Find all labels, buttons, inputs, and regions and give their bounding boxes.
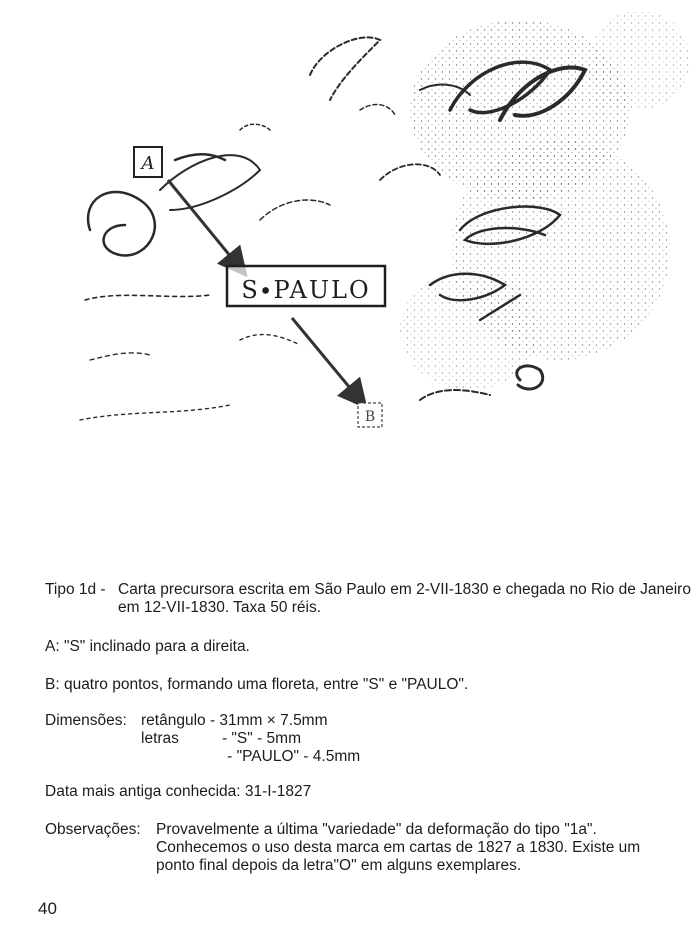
dimensions-label: Dimensões: bbox=[45, 712, 127, 729]
label-b-text: B bbox=[364, 409, 376, 425]
caption-text: Carta precursora escrita em São Paulo em 2-VII-1830 e chegada no Rio de Janeiro em 12-VII-1830. Taxa 50 réis. bbox=[118, 581, 691, 616]
oldest-date: Data mais antiga conhecida: 31-I-1827 bbox=[45, 783, 312, 800]
postmark-text: S∙PAULO bbox=[241, 276, 371, 304]
label-box-b bbox=[358, 403, 382, 427]
dimensions-rectangle: retângulo - 31mm × 7.5mm bbox=[141, 712, 328, 729]
postmark-stamp bbox=[227, 266, 385, 306]
label-a-text: A bbox=[141, 153, 155, 174]
caption-label: Tipo 1d - bbox=[45, 581, 106, 598]
dimensions-letters-paulo: - "PAULO" - 4.5mm bbox=[141, 748, 361, 765]
note-b: B: quatro pontos, formando uma floreta, entre "S" e "PAULO". bbox=[45, 676, 469, 693]
note-a: A: "S" inclinado para a direita. bbox=[45, 638, 250, 655]
dimensions-letter-s: letras - "S" - 5mm bbox=[141, 730, 301, 747]
observations-text: Provavelmente a última "variedade" da deformação do tipo "1a". Conhecemos o uso desta marca em cartas de 1827 a 1830. Existe um ponto final depois da letra"O" em alguns exemplares. bbox=[156, 821, 641, 874]
observations-label: Observações: bbox=[45, 821, 141, 838]
arrow-b bbox=[292, 318, 360, 400]
page-number: 40 bbox=[38, 899, 57, 918]
label-box-a bbox=[134, 147, 162, 177]
